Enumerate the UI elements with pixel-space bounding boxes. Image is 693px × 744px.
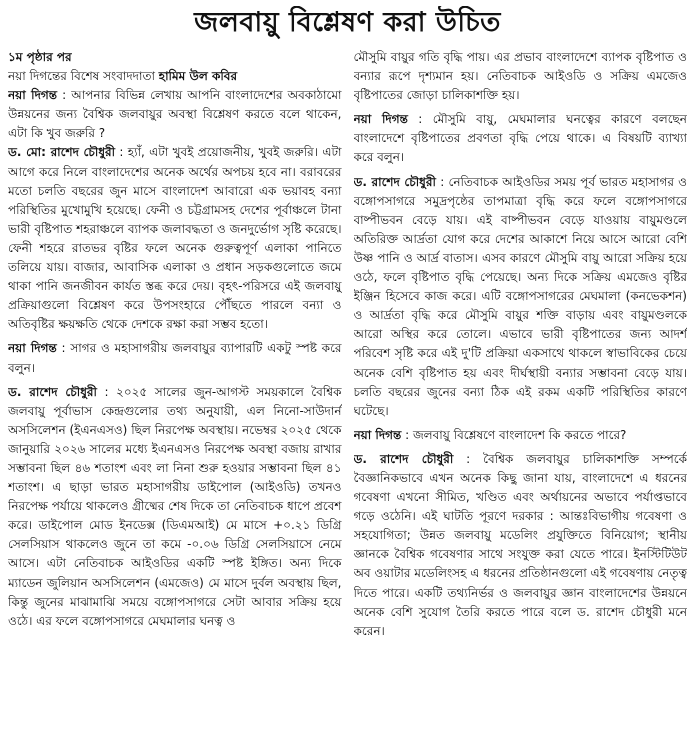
question-3 <box>354 110 688 167</box>
answer-1 <box>8 143 342 334</box>
byline-name: হামিম উল কবির <box>158 69 238 84</box>
interviewer-label: নয়া দিগন্ত <box>353 427 402 442</box>
headline: জলবায়ু বিশ্লেষণ করা উচিত <box>194 7 501 38</box>
question-2 <box>8 339 342 377</box>
right-column <box>354 48 688 738</box>
byline-prefix: নয়া দিগন্তের বিশেষ সংবাদদাতা <box>8 69 155 84</box>
answer-3-text: : নেতিবাচক আইওডির সময় পূর্ব ভারত মহাসাগর ও বঙ্গোপসাগরে সমুদ্রপৃষ্ঠের তাপমাত্রা বৃদ্ধি করে ফলে বঙ্গোপসাগরে বাষ্পীভবন বেড়ে যায়। এই বাষ্পীভবন বেড়ে যাওয়ায় বায়ুমণ্ডলে অতিরিক্ত আর্দ্রতা যোগ করে দেশের আকাশে নিয়ে আসে আরো বেশি উষ্ণ পানি ও আর্দ্র বাতাস। এসব কারণে মৌসুমি বায়ু আরো সক্রিয় হয়ে ওঠে, ফলে বৃষ্টিপাত বৃদ্ধি পেয়েছে। অন্য দিকে সক্রিয় এমজেও বৃষ্টির ইঞ্জিন হিসেবে কাজ করে। এটি বঙ্গোপসাগরের মেঘমালা (কনভেকশন) ও আর্দ্রতা বৃদ্ধি করে মৌসুমি বায়ুর শক্তি বাড়ায় এবং বায়ুমণ্ডলকে আরো অস্থির করে তোলে। এভাবে ভারী বৃষ্টিপাতের জন্য আদর্শ পরিবেশ সৃষ্টি করে এই দু'টি প্রক্রিয়া একসাথে থাকলে স্বাভাবিকের চেয়ে অনেক বেশি বৃষ্টিপাত হয় এবং দীর্ঘস্থায়ী বন্যার সম্ভাবনা বেড়ে যায়। চলতি বছরের জুনের বন্যা ঠিক এই রকম একটি পরিস্থিতির কারণে ঘটেছে। <box>353 174 687 418</box>
respondent-label: ড. রাশেদ চৌধুরী <box>353 174 436 189</box>
respondent-label: ড. রাশেদ চৌধুরী <box>8 384 97 399</box>
question-4 <box>354 426 688 445</box>
left-column <box>8 48 342 738</box>
byline <box>8 67 342 86</box>
interviewer-label: নয়া দিগন্ত <box>8 341 57 356</box>
question-2-text: : সাগর ও মহাসাগরীয় জলবায়ুর ব্যাপারটি একটু স্পষ্ট করে বলুন। <box>8 341 342 375</box>
respondent-label: ড. রাশেদ চৌধুরী <box>353 451 454 466</box>
question-1-text: : আপনার বিভিন্ন লেখায় আপনি বাংলাদেশের অবকাঠামো উন্নয়নের জন্য বৈশ্বিক জলবায়ুর অবস্থা বিশ্লেষণ করতে বলে থাকেন, এটা কি খুব জরুরি ? <box>8 88 342 141</box>
answer-1-text: : হ্যাঁ, এটা খুবই প্রয়োজনীয়, খুবই জরুরি। এটা আগে করে নিলে বাংলাদেশের অনেক অর্থের অপচয় হবে না। বরাবরের মতো চলতি বছরের জুন মাসে বাংলাদেশ আবারো এক ভয়াবহ বন্যা পরিস্থিতির মুখোমুখি হয়েছে। ফেনী ও চট্টগ্রামসহ দেশের পূর্বাঞ্চলে টানা ভারী বৃষ্টিপাত শহরাঞ্চলে ব্যাপক জলাবদ্ধতা ও জনদুর্ভোগ সৃষ্টি করেছে। ফেনী শহরে রাতভর বৃষ্টির ফলে অনেক গুরুত্বপূর্ণ এলাকা পানিতে তলিয়ে যায়। বাজার, আবাসিক এলাকা ও প্রধান সড়কগুলোতে জমে থাকা পানি জনজীবন কার্যত স্তব্ধ করে দেয়। বৃহৎ-পরিসরে এই জলবায়ু প্রক্রিয়াগুলো বিশ্লেষণ করে উপসংহারে পৌঁছতে পারলে বন্যা ও অতিবৃষ্টির ক্ষয়ক্ষতি থেকে দেশকে রক্ষা করা সম্ভব হতো। <box>8 145 342 332</box>
continuation-label: ১ম পৃষ্ঠার পর <box>8 50 72 64</box>
answer-2-text: : ২০২৫ সালের জুন-আগস্ট সময়কালে বৈশ্বিক জলবায়ু পূর্বাভাস কেন্দ্রগুলোর তথ্য অনুযায়ী, এল নিনো-সাউদার্ন অসসিলেশন (ইএনএসও) ছিল নিরপেক্ষ অবস্থায়। নভেম্বর ২০২৫ থেকে জানুয়ারি ২০২৬ সালের মধ্যে ইএনএসও নিরপেক্ষ অবস্থা বজায় রাখার সম্ভাবনা ছিল ৪৬ শতাংশ এবং লা নিনা শুরু হওয়ার সম্ভাবনা ছিল ৪১ শতাংশ। এ ছাড়া ভারত মহাসাগরীয় ডাইপোল (আইওডি) তখনও নিরপেক্ষ পর্যায়ে থাকলেও গ্রীষ্মের শেষ দিকে তা নেতিবাচক ধাপে প্রবেশ করে। ডাইপোল মোড ইনডেক্স (ডিএমআই) মে মাসে +০.২১ ডিগ্রি সেলসিয়াস থাকলেও জুনে তা কমে -০.০৬ ডিগ্রি সেলসিয়াসে নেমে আসে। এটা নেতিবাচক আইওডির একটি স্পষ্ট ইঙ্গিত। অন্য দিকে ম্যাডেন জুলিয়ান অসসিলেশন (এমজেও) মে মাসে দুর্বল অবস্থায় ছিল, কিন্তু জুনের মাঝামাঝি সময়ে বঙ্গোপসাগরে সেটা আবার সক্রিয় হয়ে ওঠে। এর ফলে বঙ্গোপসাগরে মেঘমালার ঘনত্ব ও <box>8 384 342 628</box>
question-1 <box>8 86 342 143</box>
answer-4-text: : বৈশ্বিক জলবায়ুর চালিকাশক্তি সম্পর্কে বৈজ্ঞানিকভাবে এখন অনেক কিছু জানা যায়, বাংলাদেশে এ ধরনের গবেষণা এখনো সীমিত, খণ্ডিত এবং অর্থায়নের অভাবে পর্যাপ্তভাবে গড়ে ওঠেনি। এই ঘাটতি পূরণে দরকার : আন্তঃবিভাগীয় গবেষণা ও সহযোগিতা; উন্নত জলবায়ু মডেলিং প্রযুক্তিতে বিনিয়োগ; স্থানীয় জ্ঞানকে বৈশ্বিক গবেষণার সাথে সংযুক্ত করা যেতে পারে। ইনস্টিটিউট অব ওয়াটার মডেলিংসহ এ ধরনের প্রতিষ্ঠানগুলো এই গবেষণায় নেতৃত্ব দিতে পারে। একটি তথ্যনির্ভর ও জলবায়ুর জ্ঞান বাংলাদেশের উন্নয়নে অনেক বেশি সুযোগ তৈরি করতে পারে বলে ড. রাশেদ চৌধুরী মনে করেন। <box>353 451 687 638</box>
answer-4 <box>354 450 688 641</box>
paragraph-continued: মৌসুমি বায়ুর গতি বৃদ্ধি পায়। এর প্রভাব বাংলাদেশে ব্যাপক বৃষ্টিপাত ও বন্যার রূপে দৃশ্যমান হয়। নেতিবাচক আইওডি ও সক্রিয় এমজেও বৃষ্টিপাতের জোড়া চালিকাশক্তি হয়। <box>353 50 687 103</box>
interviewer-label: নয়া দিগন্ত <box>8 88 58 103</box>
question-3-text: : মৌসুমি বায়ু, মেঘমালার ঘনত্বের কারণে বলছেন বাংলাদেশে বৃষ্টিপাতের প্রবণতা বৃদ্ধি পেয়ে থাকে। এ বিষয়টি ব্যাখ্যা করে বলুন। <box>353 112 687 165</box>
answer-2 <box>8 383 342 631</box>
question-4-text: : জলবায়ু বিশ্লেষণে বাংলাদেশ কি করতে পারে? <box>405 427 627 442</box>
continuation-line <box>8 48 342 67</box>
interviewer-label: নয়া দিগন্ত <box>353 112 408 127</box>
article-columns <box>8 48 687 738</box>
answer-3 <box>354 173 688 421</box>
respondent-label: ড. মো: রাশেদ চৌধুরী <box>8 145 116 160</box>
